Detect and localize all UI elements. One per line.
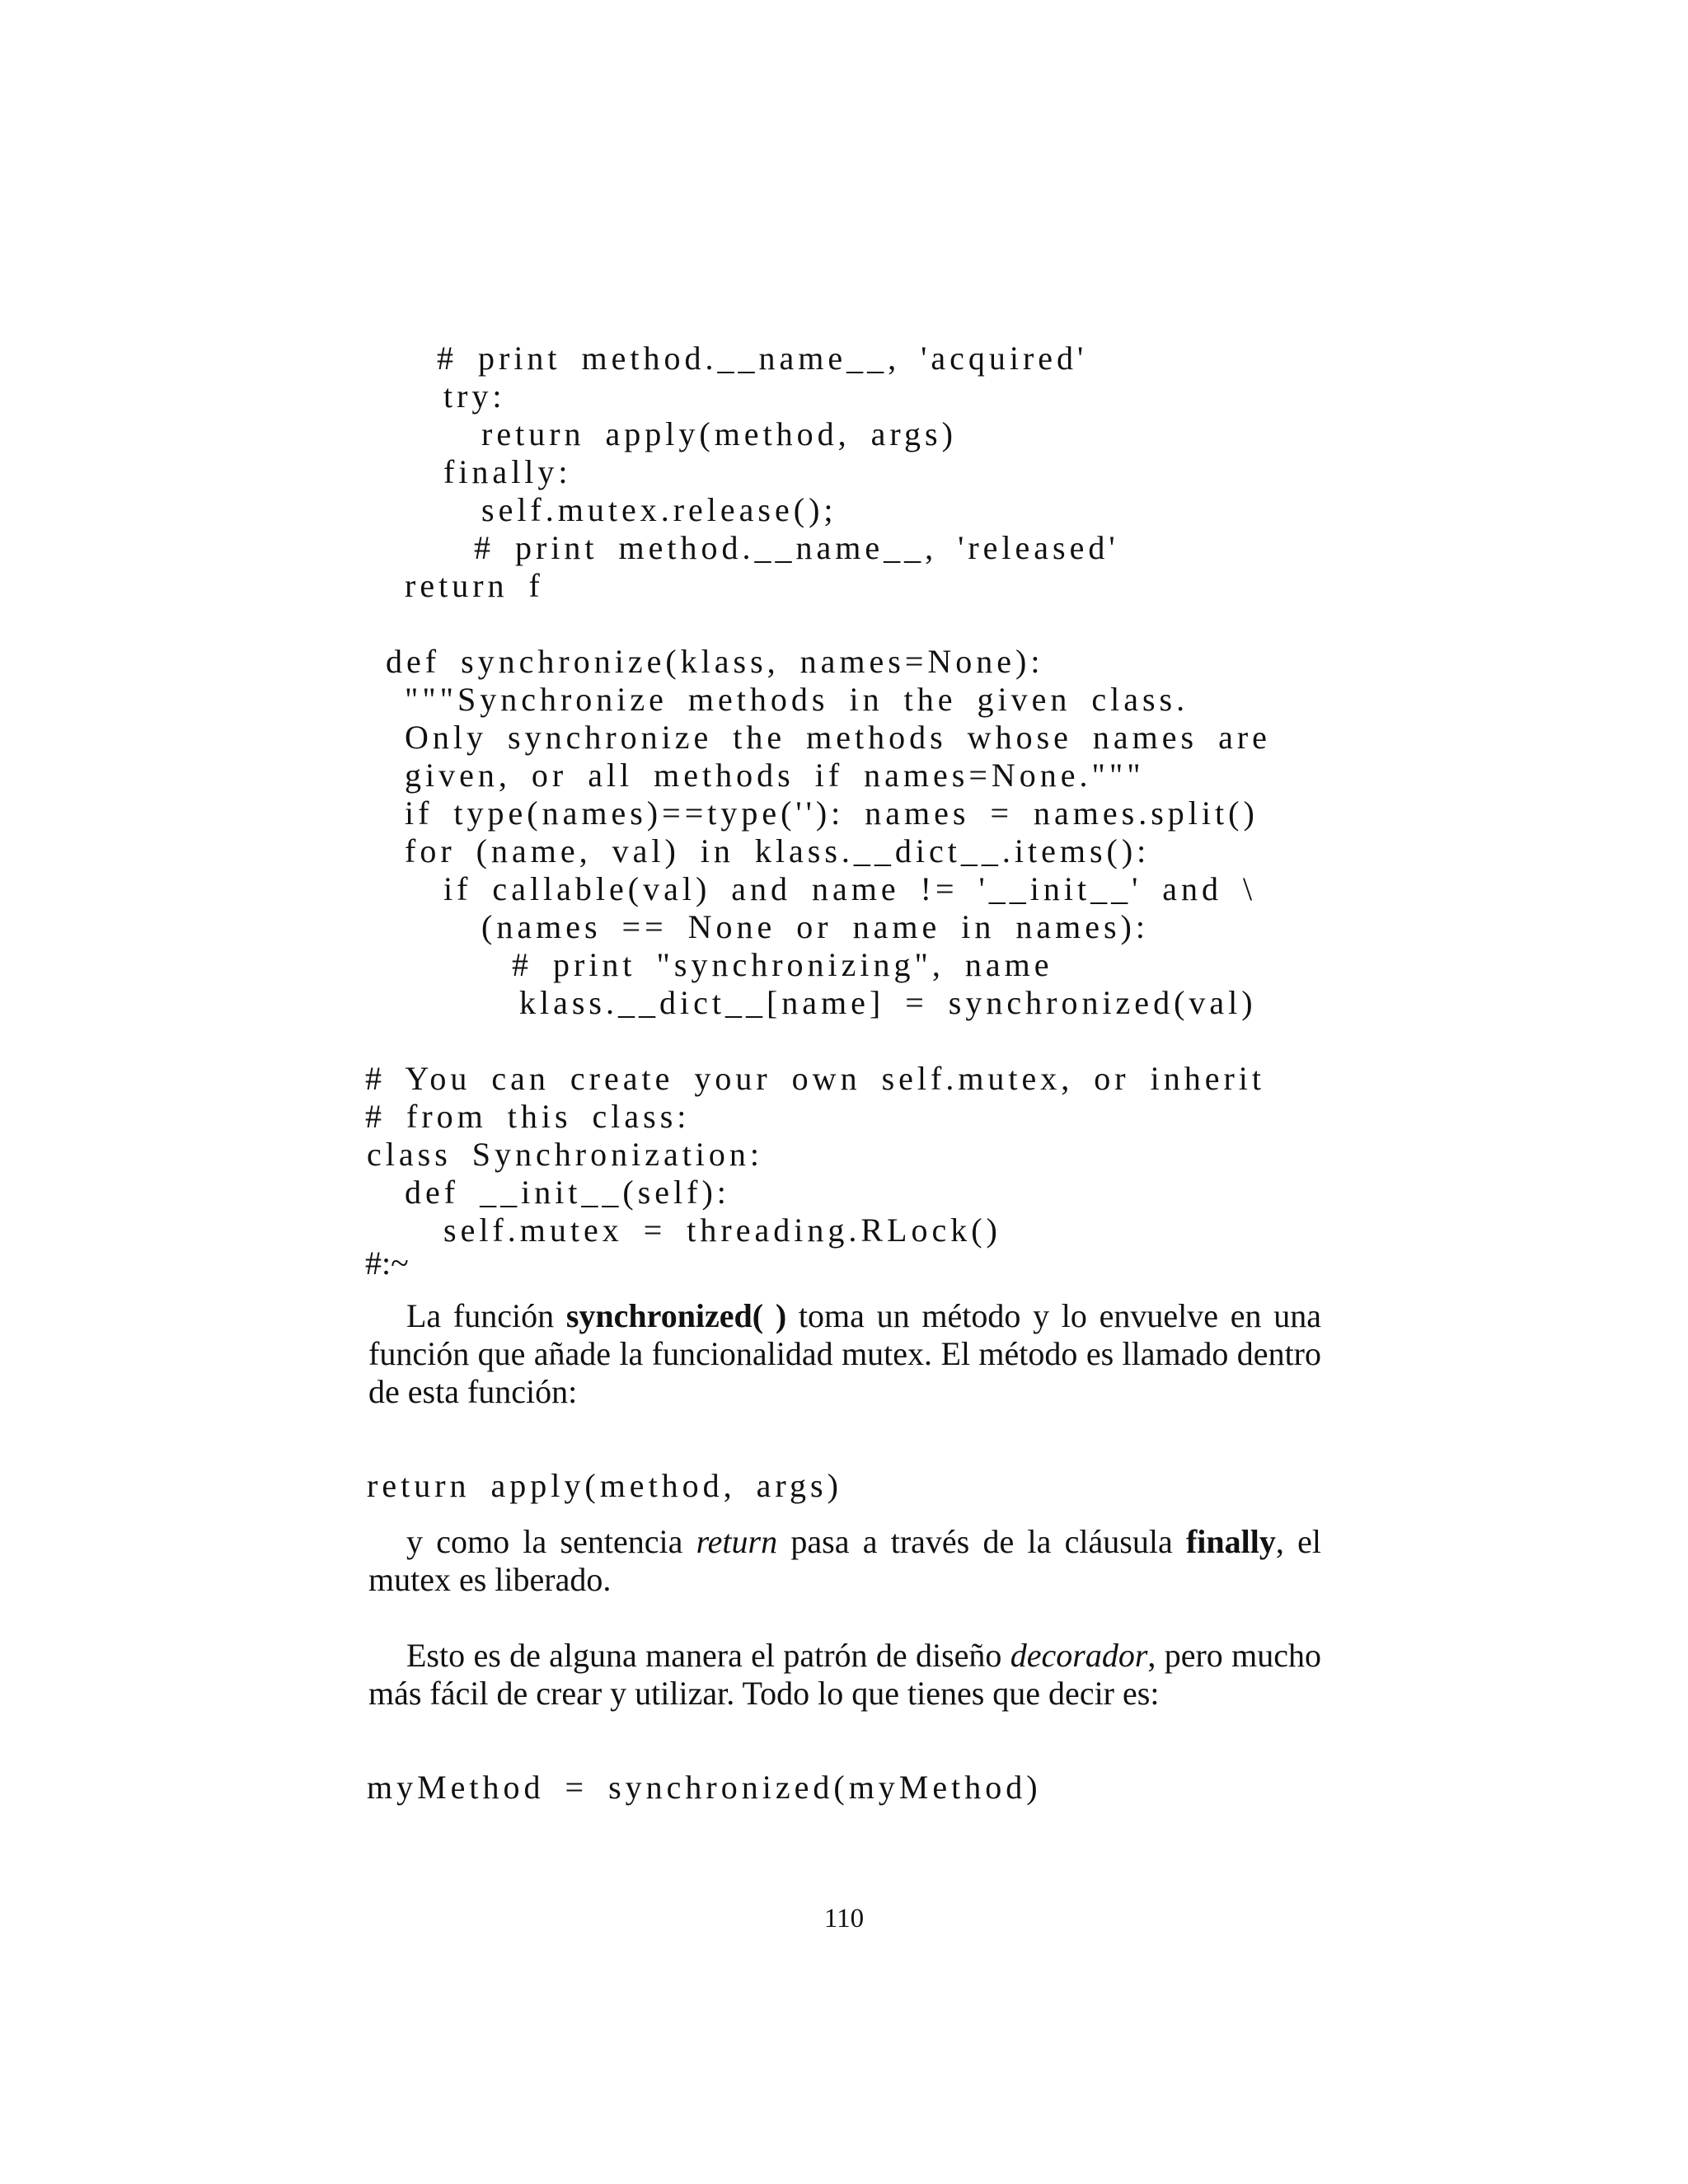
code-line: for (name, val) in klass.__dict__.items(): <box>405 832 1151 869</box>
code-line: # print "synchronizing", name <box>512 946 1053 983</box>
code-line: # from this class: <box>365 1098 691 1135</box>
paragraph-text: y como la sentencia <box>406 1523 696 1560</box>
keyword: finally <box>1185 1523 1276 1560</box>
code-line: (names == None or name in names): <box>481 908 1149 945</box>
code-line: # print method.__name__, 'acquired' <box>437 340 1088 377</box>
code-line: given, or all methods if names=None.""" <box>405 757 1145 794</box>
paragraph-text: pasa a través de la cláusula <box>777 1523 1186 1560</box>
code-line: klass.__dict__[name] = synchronized(val) <box>519 984 1257 1021</box>
code-line: self.mutex.release(); <box>481 491 837 528</box>
page-number: 110 <box>823 1904 865 1933</box>
paragraph-text: , el mutex es liberado. <box>368 1523 1321 1598</box>
code-line: class Synchronization: <box>367 1136 764 1173</box>
code-line: def __init__(self): <box>405 1174 730 1211</box>
code-line: """Synchronize methods in the given class. <box>405 681 1189 718</box>
code-line: def synchronize(klass, names=None): <box>386 643 1044 680</box>
code-line: return apply(method, args) <box>481 415 957 452</box>
paragraph-text: La función <box>406 1297 566 1334</box>
paragraph <box>368 1297 1321 1411</box>
code-line: try: <box>443 377 506 415</box>
code-line: myMethod = synchronized(myMethod) <box>367 1769 1042 1806</box>
code-line: # You can create your own self.mutex, or inherit <box>365 1060 1266 1097</box>
pattern-name: decorador <box>1010 1637 1148 1674</box>
code-line: return f <box>405 567 544 604</box>
code-line: Only synchronize the methods whose names are <box>405 719 1271 756</box>
paragraph <box>368 1637 1321 1713</box>
keyword: return <box>696 1523 778 1560</box>
code-line: # print method.__name__, 'released' <box>474 529 1119 566</box>
code-line: if type(names)==type(''): names = names.split() <box>405 794 1259 832</box>
code-line: #:~ <box>365 1244 409 1282</box>
paragraph-text: toma un método y lo envuelve en una función que añade la funcionalidad mutex. El método es llamado dentro de esta función: <box>368 1297 1321 1410</box>
paragraph-text: , pero mucho más fácil de crear y utilizar. Todo lo que tienes que decir es: <box>368 1637 1321 1712</box>
code-line: if callable(val) and name != '__init__' and \ <box>443 870 1257 907</box>
code-line: self.mutex = threading.RLock() <box>443 1212 1001 1249</box>
code-line: return apply(method, args) <box>367 1467 842 1504</box>
code-line: finally: <box>443 453 572 490</box>
paragraph <box>368 1523 1321 1599</box>
function-name: synchronized( ) <box>565 1297 787 1334</box>
paragraph-text: Esto es de alguna manera el patrón de diseño <box>406 1637 1010 1674</box>
